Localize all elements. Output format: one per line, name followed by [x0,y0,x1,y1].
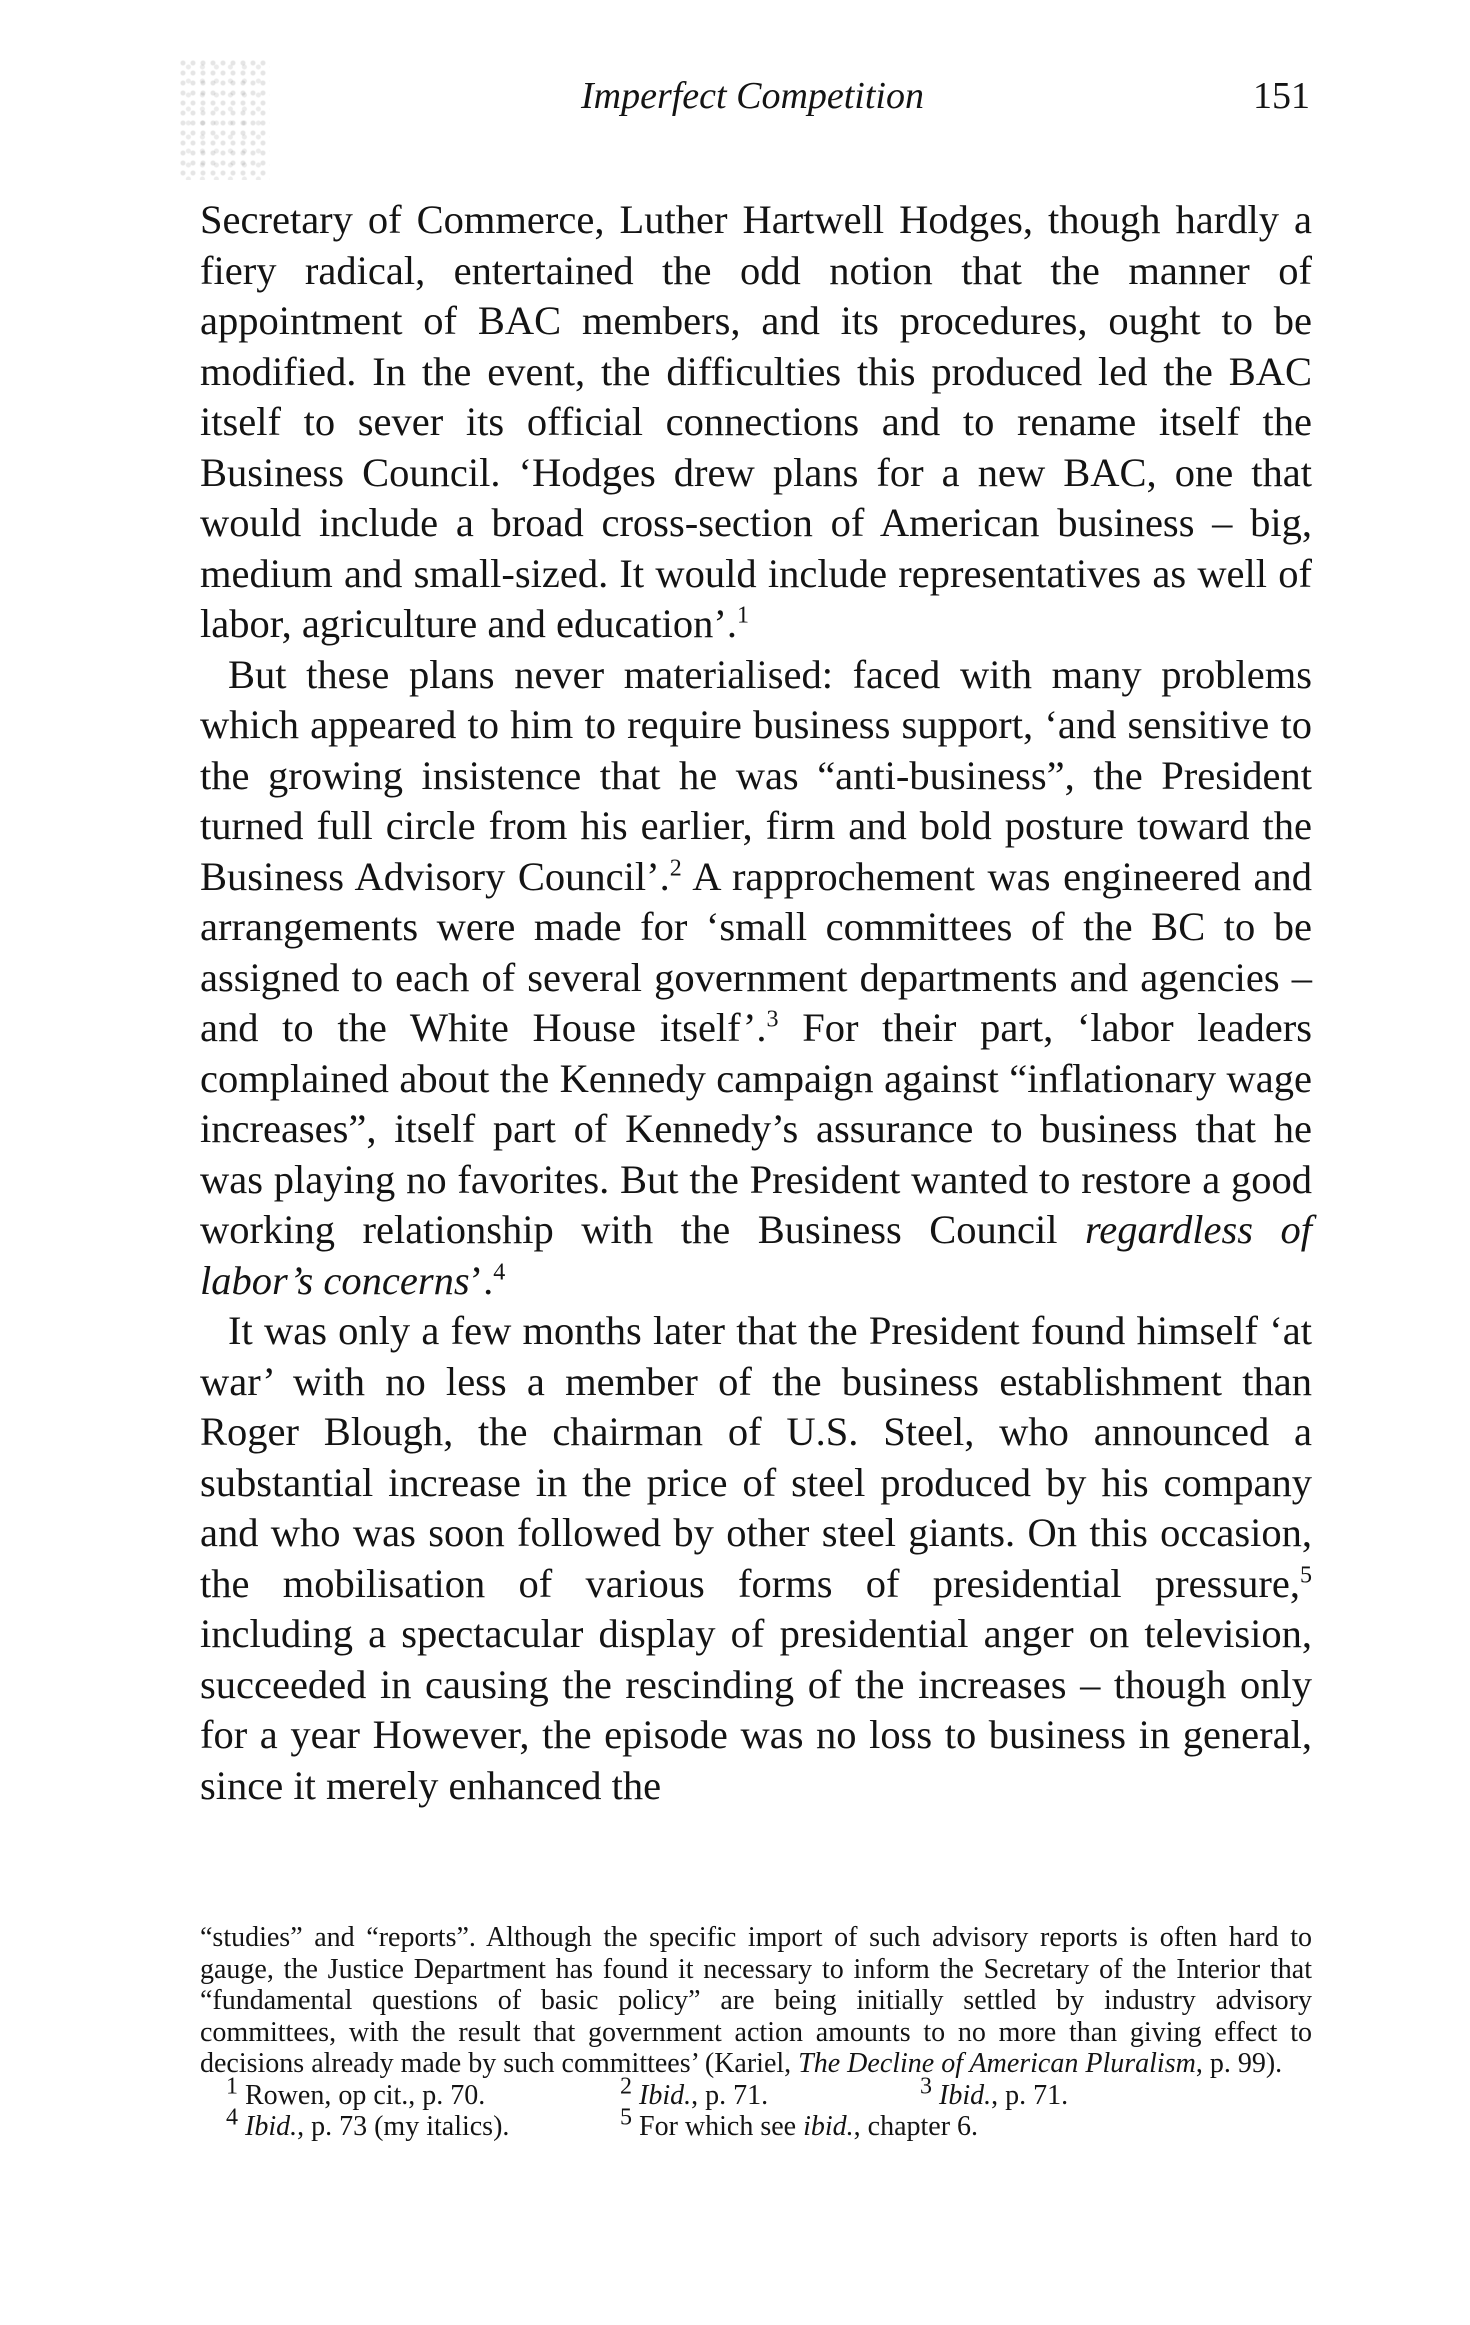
paragraph-1 [200,195,1312,650]
paragraph-2-text-c: For their part, ‘labor leaders complained about the Kennedy campaign against “inflationary wage increases”, itself part of Kennedy’s assurance to business that he was playing no favorites. But the President wanted to restore a good working relationship with the Business Council [200,1005,1312,1252]
paragraph-1-text: Secretary of Commerce, Luther Hartwell Hodges, though hardly a fiery radical, entertained the odd notion that the manner of appointment of BAC members, and its procedures, ought to be modified. In the event, the difficulties this produced led the BAC itself to sever its official connections and to rename itself the Business Council. ‘Hodges drew plans for a new BAC, one that would include a broad cross-section of American business – big, medium and small-sized. It would include representatives as well of labor, agriculture and education’. [200,197,1312,646]
footnote-ref-1: 1 [737,602,750,629]
footnotes [200,1922,1312,2143]
footnote-ref-5: 5 [1300,1562,1312,1588]
footnote-5-mark: 5 [620,2104,632,2131]
footnote-3-mark: 3 [920,2073,932,2100]
footnote-3-page: , p. 71. [991,2079,1069,2111]
paragraph-2-text-d: ’. [469,1257,494,1303]
paragraph-2 [200,650,1312,1307]
running-title: Imperfect Competition [581,75,924,117]
footnote-5-ibid: ibid. [803,2111,854,2142]
page-header [195,70,1310,146]
footnote-4-ibid: Ibid. [245,2111,298,2142]
footnote-5-text: For which see [632,2111,804,2142]
paragraph-3 [200,1306,1312,1811]
paragraph-3-text-a: It was only a few months later that the President found himself ‘at war’ with no less a member of the business establishment than Roger Blough, the chairman of U.S. Steel, who announced a substantial increase in the price of steel produced by his company and who was soon followed by other steel giants. On this occasion, the mobilisation of various forms of presidential pressure, [200,1308,1312,1606]
footnote-3-ibid: Ibid. [939,2079,992,2111]
footnote-continued-title: The Decline of American Pluralism [798,2048,1196,2079]
footnote-row-1 [200,2073,1312,2112]
paragraph-3-text-b: including a spectacular display of presidential anger on television, succeeded in causing the rescinding of the increases – though only for a year However, the episode was no loss to business in general, since it merely enhanced the [200,1611,1312,1808]
footnote-4 [200,2104,620,2143]
footnote-4-mark: 4 [226,2104,238,2131]
footnote-2-mark: 2 [620,2073,632,2100]
body-text [200,195,1312,1811]
footnote-2 [620,2073,920,2112]
paragraph-2-text-a: But these plans never materialised: faced with many problems which appeared to him to require business support, ‘and sensitive to the growing insistence that he was “anti-business”, the President turned full circle from his earlier, firm and bold posture toward the Business Advisory Council’. [200,651,1312,899]
footnote-continued-text-a: “studies” and “reports”. Although the specific import of such advisory reports is often hard to gauge, the Justice Department has found it necessary to inform the Secretary of the Interior that “fundamental questions of basic policy” are being initially settled by industry advisory committees, with the result that government action amounts to no more than giving effect to decisions already made by such committees’ (Kariel, [200,1922,1312,2079]
footnote-1 [200,2073,620,2112]
footnote-5 [620,2104,979,2143]
footnote-continued [200,1922,1312,2080]
footnote-1-text: Rowen, op cit., p. 70. [238,2079,486,2111]
footnote-3 [920,2073,1312,2112]
footnote-ref-2: 2 [669,855,682,881]
footnote-ref-3: 3 [766,1006,779,1033]
page-number: 151 [1253,75,1310,117]
footnote-row-2 [200,2104,1312,2143]
footnote-ref-4: 4 [493,1259,506,1285]
footnote-2-page: , p. 71. [691,2079,769,2111]
paragraph-2-text-b: A rapprochement was engineered and arrangements were made for ‘small committees of the BC to be assigned to each of several government departments and agencies – and to the White House itself’. [200,853,1312,1050]
footnote-5-page: , chapter 6. [853,2111,979,2142]
footnote-continued-text-b: , p. 99). [1195,2048,1283,2079]
footnote-1-mark: 1 [226,2073,238,2100]
paragraph-2-italic: regardless of labor’s concerns [200,1207,1312,1303]
footnote-4-page: , p. 73 (my italics). [297,2111,510,2142]
footnote-2-ibid: Ibid. [639,2079,692,2111]
